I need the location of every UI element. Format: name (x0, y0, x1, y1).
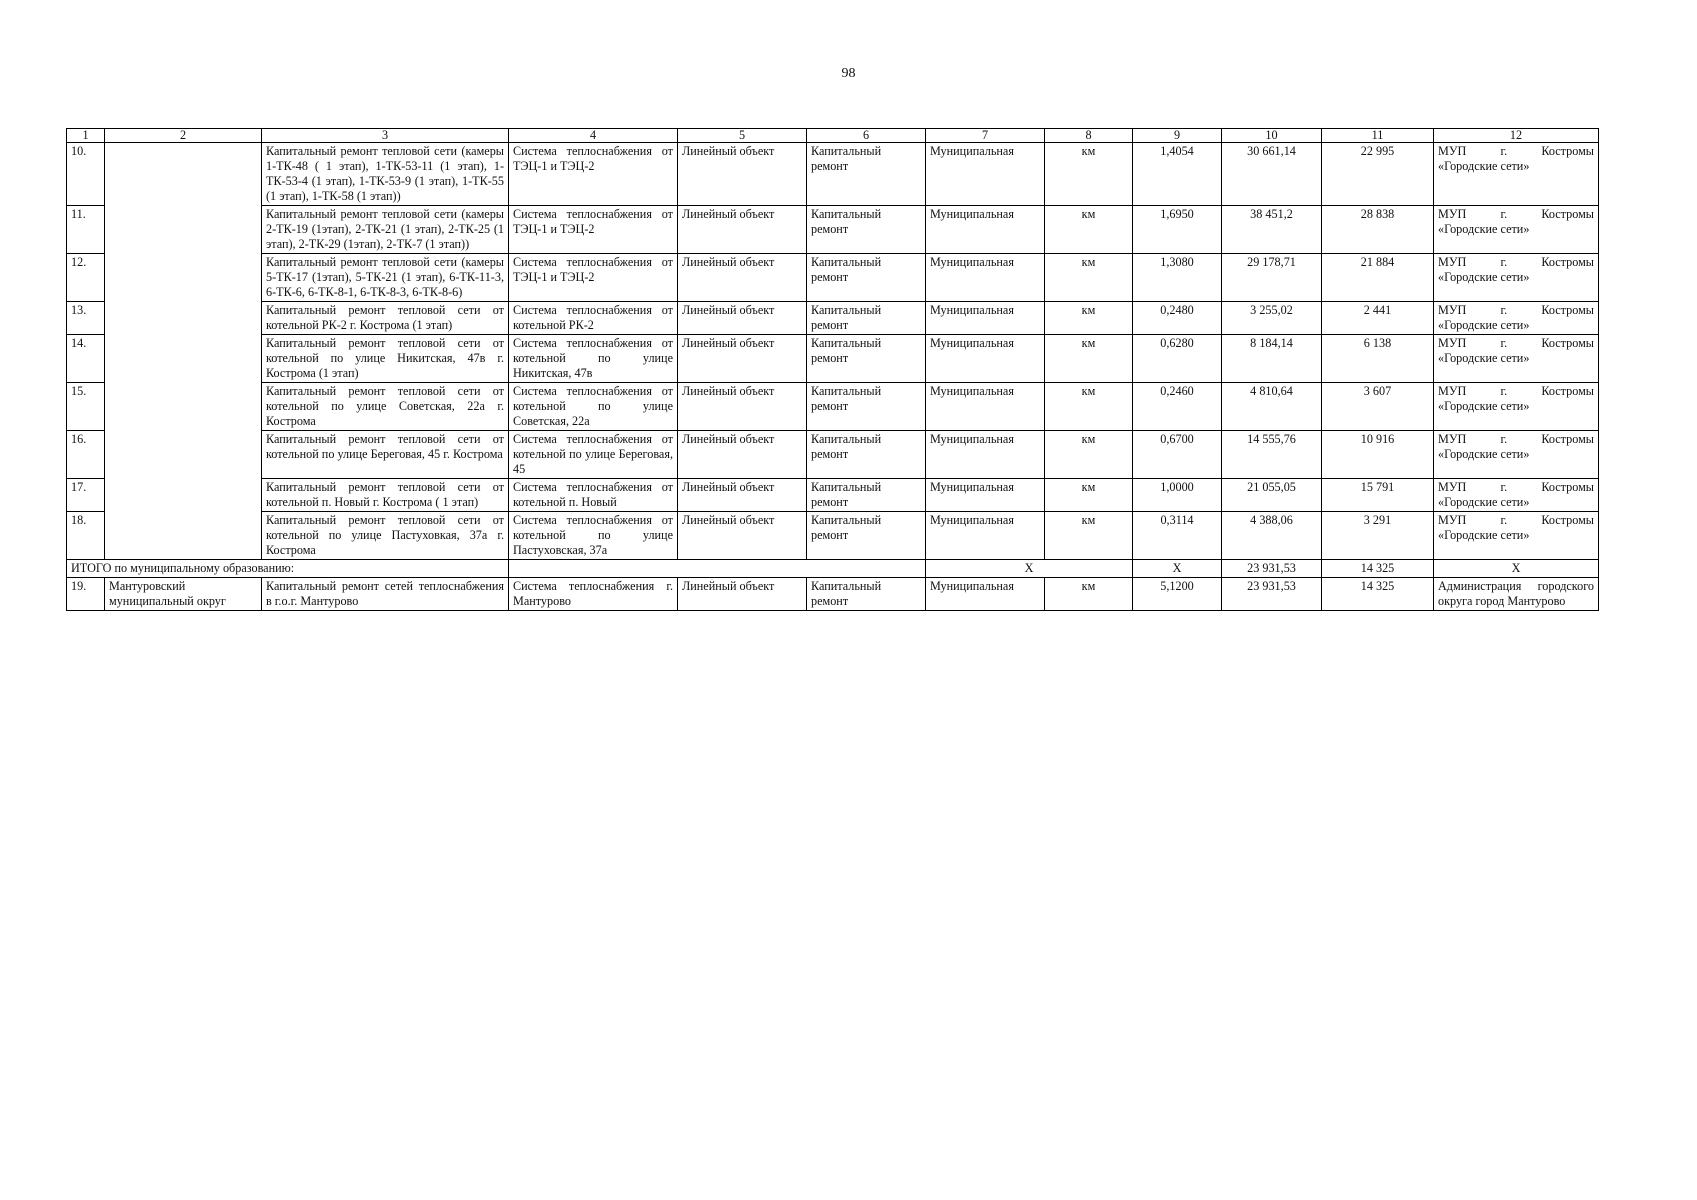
org-word: г. (1500, 336, 1508, 350)
org-line (1438, 480, 1594, 495)
total-length: X (1133, 560, 1222, 578)
org-word: г. (1500, 255, 1508, 269)
heat-system: Система теплоснабжения от котельной п. Новый (509, 479, 678, 512)
org-word: Костромы (1541, 480, 1594, 494)
object-type: Линейный объект (678, 431, 807, 479)
cost-value: 23 931,53 (1222, 578, 1322, 611)
org-word: г. (1500, 207, 1508, 221)
value-col-11: 22 995 (1322, 143, 1434, 206)
total-empty (509, 560, 926, 578)
column-number: 1 (67, 129, 105, 143)
table-row (67, 254, 1599, 302)
cost-value: 14 555,76 (1222, 431, 1322, 479)
total-row (67, 560, 1599, 578)
ownership: Муниципальная (926, 512, 1045, 560)
length-value: 0,2480 (1133, 302, 1222, 335)
ownership: Муниципальная (926, 143, 1045, 206)
responsible-org (1434, 431, 1599, 479)
total-org: X (1434, 560, 1599, 578)
org-name: «Городские сети» (1438, 318, 1530, 332)
table-row (67, 578, 1599, 611)
column-number: 9 (1133, 129, 1222, 143)
work-type: Капитальный ремонт (807, 335, 926, 383)
object-name: Капитальный ремонт тепловой сети от котельной п. Новый г. Кострома ( 1 этап) (262, 479, 509, 512)
org-line (1438, 336, 1594, 351)
ownership: Муниципальная (926, 206, 1045, 254)
row-number: 15. (67, 383, 105, 431)
heat-system: Система теплоснабжения от котельной по улице Пастуховская, 37а (509, 512, 678, 560)
org-word: Костромы (1541, 384, 1594, 398)
value-col-11: 3 291 (1322, 512, 1434, 560)
value-col-11: 10 916 (1322, 431, 1434, 479)
org-name: «Городские сети» (1438, 222, 1530, 236)
object-name: Капитальный ремонт тепловой сети (камеры 1-ТК-48 ( 1 этап), 1-ТК-53-11 (1 этап), 1-ТК-53-4 (1 этап), 1-ТК-53-9 (1 этап), 1-ТК-55 (1 этап), 1-ТК-58 (1 этап)) (262, 143, 509, 206)
column-number: 4 (509, 129, 678, 143)
object-name: Капитальный ремонт тепловой сети от котельной по улице Береговая, 45 г. Кострома (262, 431, 509, 479)
org-word: Костромы (1541, 432, 1594, 446)
heat-system: Система теплоснабжения от ТЭЦ-1 и ТЭЦ-2 (509, 143, 678, 206)
responsible-org: Администрация городского округа город Мантурово (1434, 578, 1599, 611)
region-cell (105, 143, 262, 560)
org-name: «Городские сети» (1438, 528, 1530, 542)
object-type: Линейный объект (678, 206, 807, 254)
column-number: 7 (926, 129, 1045, 143)
heat-system: Система теплоснабжения от котельной по улице Советская, 22а (509, 383, 678, 431)
responsible-org (1434, 254, 1599, 302)
unit: км (1045, 254, 1133, 302)
cost-value: 21 055,05 (1222, 479, 1322, 512)
value-col-11: 3 607 (1322, 383, 1434, 431)
org-word: г. (1500, 513, 1508, 527)
org-line (1438, 384, 1594, 399)
table-row (67, 512, 1599, 560)
org-name: «Городские сети» (1438, 399, 1530, 413)
org-name: «Городские сети» (1438, 270, 1530, 284)
row-number: 14. (67, 335, 105, 383)
row-number: 11. (67, 206, 105, 254)
table-row (67, 383, 1599, 431)
responsible-org (1434, 302, 1599, 335)
row-number: 16. (67, 431, 105, 479)
page-number: 98 (841, 66, 856, 81)
unit: км (1045, 206, 1133, 254)
object-type: Линейный объект (678, 302, 807, 335)
work-type: Капитальный ремонт (807, 302, 926, 335)
responsible-org (1434, 206, 1599, 254)
work-type: Капитальный ремонт (807, 383, 926, 431)
length-value: 1,0000 (1133, 479, 1222, 512)
length-value: 0,6700 (1133, 431, 1222, 479)
org-line (1438, 303, 1594, 318)
org-name: «Городские сети» (1438, 159, 1530, 173)
table-row (67, 431, 1599, 479)
row-number: 17. (67, 479, 105, 512)
org-word: МУП (1438, 255, 1467, 269)
unit: км (1045, 302, 1133, 335)
object-type: Линейный объект (678, 512, 807, 560)
org-word: г. (1500, 432, 1508, 446)
work-type: Капитальный ремонт (807, 431, 926, 479)
unit: км (1045, 431, 1133, 479)
object-name: Капитальный ремонт тепловой сети (камеры 2-ТК-19 (1этап), 2-ТК-21 (1 этап), 2-ТК-25 (1 этап), 2-ТК-29 (1этап), 2-ТК-7 (1 этап)) (262, 206, 509, 254)
region-name: Мантуровский муниципальный округ (105, 578, 262, 611)
value-col-11: 6 138 (1322, 335, 1434, 383)
length-value: 0,6280 (1133, 335, 1222, 383)
length-value: 0,2460 (1133, 383, 1222, 431)
cost-value: 4 810,64 (1222, 383, 1322, 431)
total-cost: 23 931,53 (1222, 560, 1322, 578)
value-col-11: 15 791 (1322, 479, 1434, 512)
column-number: 3 (262, 129, 509, 143)
object-name: Капитальный ремонт тепловой сети (камеры 5-ТК-17 (1этап), 5-ТК-21 (1 этап), 6-ТК-11-3, 6-ТК-6, 6-ТК-8-1, 6-ТК-8-3, 6-ТК-8-6) (262, 254, 509, 302)
value-col-11: 21 884 (1322, 254, 1434, 302)
org-word: Костромы (1541, 207, 1594, 221)
column-number: 10 (1222, 129, 1322, 143)
org-word: г. (1500, 480, 1508, 494)
org-word: МУП (1438, 432, 1467, 446)
table-row (67, 206, 1599, 254)
object-type: Линейный объект (678, 143, 807, 206)
unit: км (1045, 512, 1133, 560)
org-name: «Городские сети» (1438, 447, 1530, 461)
length-value: 1,3080 (1133, 254, 1222, 302)
column-number: 12 (1434, 129, 1599, 143)
length-value: 0,3114 (1133, 512, 1222, 560)
object-name: Капитальный ремонт тепловой сети от котельной по улице Никитская, 47в г. Кострома (1 этап) (262, 335, 509, 383)
ownership: Муниципальная (926, 254, 1045, 302)
object-type: Линейный объект (678, 383, 807, 431)
work-type: Капитальный ремонт (807, 206, 926, 254)
ownership: Муниципальная (926, 479, 1045, 512)
total-ownership: X (926, 560, 1133, 578)
org-word: МУП (1438, 336, 1467, 350)
cost-value: 3 255,02 (1222, 302, 1322, 335)
table-row (67, 302, 1599, 335)
object-type: Линейный объект (678, 479, 807, 512)
heat-system: Система теплоснабжения от котельной по улице Никитская, 47в (509, 335, 678, 383)
table-row (67, 479, 1599, 512)
table-row (67, 335, 1599, 383)
total-value-11: 14 325 (1322, 560, 1434, 578)
row-number: 18. (67, 512, 105, 560)
unit: км (1045, 143, 1133, 206)
responsible-org (1434, 383, 1599, 431)
length-value: 1,4054 (1133, 143, 1222, 206)
cost-value: 29 178,71 (1222, 254, 1322, 302)
unit: км (1045, 479, 1133, 512)
object-type: Линейный объект (678, 254, 807, 302)
org-word: МУП (1438, 480, 1467, 494)
object-name: Капитальный ремонт тепловой сети от котельной по улице Пастуховкая, 37а г. Кострома (262, 512, 509, 560)
column-number: 8 (1045, 129, 1133, 143)
ownership: Муниципальная (926, 383, 1045, 431)
heat-system: Система теплоснабжения от котельной по улице Береговая, 45 (509, 431, 678, 479)
total-label: ИТОГО по муниципальному образованию: (67, 560, 509, 578)
ownership: Муниципальная (926, 302, 1045, 335)
column-number: 5 (678, 129, 807, 143)
org-word: Костромы (1541, 255, 1594, 269)
table-body (67, 129, 1599, 611)
object-type: Линейный объект (678, 335, 807, 383)
heat-system: Система теплоснабжения от котельной РК-2 (509, 302, 678, 335)
column-number-row (67, 129, 1599, 143)
column-number: 2 (105, 129, 262, 143)
value-col-11: 14 325 (1322, 578, 1434, 611)
org-line (1438, 513, 1594, 528)
capital-repair-table (66, 128, 1599, 611)
column-number: 11 (1322, 129, 1434, 143)
object-name: Капитальный ремонт тепловой сети от котельной РК-2 г. Кострома (1 этап) (262, 302, 509, 335)
org-word: Костромы (1541, 303, 1594, 317)
work-type: Капитальный ремонт (807, 479, 926, 512)
heat-system: Система теплоснабжения от ТЭЦ-1 и ТЭЦ-2 (509, 206, 678, 254)
cost-value: 30 661,14 (1222, 143, 1322, 206)
row-number: 13. (67, 302, 105, 335)
cost-value: 8 184,14 (1222, 335, 1322, 383)
cost-value: 4 388,06 (1222, 512, 1322, 560)
value-col-11: 2 441 (1322, 302, 1434, 335)
unit: км (1045, 578, 1133, 611)
org-word: МУП (1438, 513, 1467, 527)
ownership: Муниципальная (926, 578, 1045, 611)
column-number: 6 (807, 129, 926, 143)
org-word: г. (1500, 144, 1508, 158)
org-word: МУП (1438, 303, 1467, 317)
heat-system: Система теплоснабжения г. Мантурово (509, 578, 678, 611)
org-word: г. (1500, 303, 1508, 317)
org-word: МУП (1438, 384, 1467, 398)
org-word: Костромы (1541, 144, 1594, 158)
org-line (1438, 255, 1594, 270)
org-word: МУП (1438, 144, 1467, 158)
work-type: Капитальный ремонт (807, 143, 926, 206)
org-name: «Городские сети» (1438, 495, 1530, 509)
object-name: Капитальный ремонт сетей теплоснабжения в г.о.г. Мантурово (262, 578, 509, 611)
org-name: «Городские сети» (1438, 351, 1530, 365)
work-type: Капитальный ремонт (807, 578, 926, 611)
ownership: Муниципальная (926, 335, 1045, 383)
row-number: 10. (67, 143, 105, 206)
responsible-org (1434, 335, 1599, 383)
work-type: Капитальный ремонт (807, 254, 926, 302)
org-line (1438, 207, 1594, 222)
org-word: г. (1500, 384, 1508, 398)
cost-value: 38 451,2 (1222, 206, 1322, 254)
row-number: 12. (67, 254, 105, 302)
value-col-11: 28 838 (1322, 206, 1434, 254)
object-name: Капитальный ремонт тепловой сети от котельной по улице Советская, 22а г. Кострома (262, 383, 509, 431)
length-value: 5,1200 (1133, 578, 1222, 611)
work-type: Капитальный ремонт (807, 512, 926, 560)
length-value: 1,6950 (1133, 206, 1222, 254)
heat-system: Система теплоснабжения от ТЭЦ-1 и ТЭЦ-2 (509, 254, 678, 302)
responsible-org (1434, 143, 1599, 206)
org-word: МУП (1438, 207, 1467, 221)
row-number: 19. (67, 578, 105, 611)
org-line (1438, 432, 1594, 447)
org-word: Костромы (1541, 336, 1594, 350)
object-type: Линейный объект (678, 578, 807, 611)
ownership: Муниципальная (926, 431, 1045, 479)
org-word: Костромы (1541, 513, 1594, 527)
responsible-org (1434, 512, 1599, 560)
org-line (1438, 144, 1594, 159)
table-row (67, 143, 1599, 206)
unit: км (1045, 383, 1133, 431)
responsible-org (1434, 479, 1599, 512)
unit: км (1045, 335, 1133, 383)
